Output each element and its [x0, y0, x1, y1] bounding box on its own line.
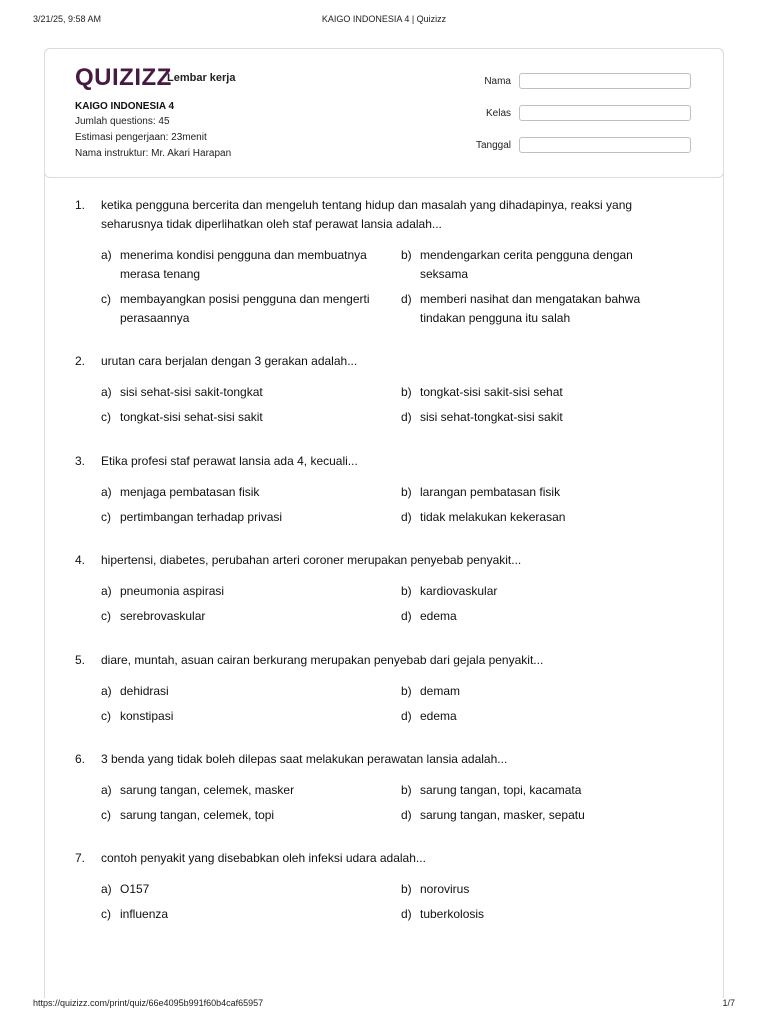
print-header [33, 14, 735, 28]
question-text: contoh penyakit yang disebabkan oleh infeksi udara adalah... [101, 851, 426, 865]
question-text: diare, muntah, asuan cairan berkurang merupakan penyebab dari gejala penyakit... [101, 653, 544, 667]
print-url[interactable]: https://quizizz.com/print/quiz/66e4095b991f60b4caf65957 [33, 998, 264, 1008]
name-label: Nama [484, 76, 511, 87]
question-number: 7. [75, 851, 86, 865]
class-label: Kelas [485, 108, 511, 119]
estimate: Estimasi pengerjaan: 23menit [75, 132, 207, 143]
question-number: 1. [75, 198, 86, 212]
question-number: 2. [75, 354, 86, 368]
quiz-title: KAIGO INDONESIA 4 [75, 101, 175, 112]
question-text: urutan cara berjalan dengan 3 gerakan adalah... [101, 354, 358, 368]
question-number: 4. [75, 553, 86, 567]
question-text: ketika pengguna bercerita dan mengeluh tentang hidup dan masalah yang dihadapinya, reaksi yang seharusnya tidak diperlihatkan oleh staf perawat lansia adalah... [101, 198, 633, 231]
print-title: KAIGO INDONESIA 4 | Quizizz [321, 14, 447, 24]
question-number: 6. [75, 752, 86, 766]
date-label: Tanggal [475, 140, 511, 151]
question-number: 5. [75, 653, 86, 667]
name-field[interactable] [519, 73, 691, 89]
question-number: 3. [75, 454, 86, 468]
page-number: 1/7 [722, 998, 735, 1008]
question-text: Etika profesi staf perawat lansia ada 4, kecuali... [101, 454, 358, 468]
print-footer [33, 998, 735, 1012]
instructor: Nama instruktur: Mr. Akari Harapan [75, 148, 232, 159]
worksheet-header [44, 48, 724, 178]
print-datetime: 3/21/25, 9:58 AM [33, 14, 102, 24]
date-field[interactable] [519, 137, 691, 153]
questions-count: Jumlah questions: 45 [75, 116, 170, 127]
question-text: hipertensi, diabetes, perubahan arteri coroner merupakan penyebab penyakit... [101, 553, 522, 567]
quizizz-logo: QUIZIZZ [75, 64, 172, 91]
class-field[interactable] [519, 105, 691, 121]
question-text: 3 benda yang tidak boleh dilepas saat melakukan perawatan lansia adalah... [101, 752, 508, 766]
worksheet-label: Lembar kerja [167, 72, 236, 84]
